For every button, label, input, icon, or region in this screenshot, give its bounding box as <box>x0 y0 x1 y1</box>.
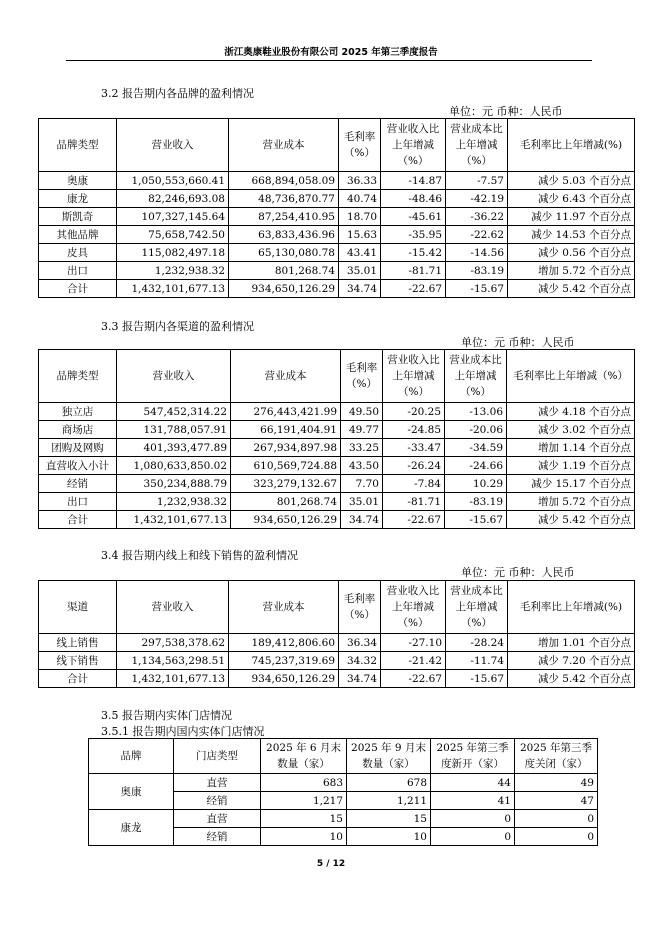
table-cell: 934,650,126.29 <box>231 511 341 529</box>
column-header: 营业收入 <box>117 581 229 634</box>
table-cell: -22.62 <box>446 226 508 244</box>
table-cell: 减少 0.56 个百分点 <box>508 244 635 262</box>
table-cell: -15.67 <box>445 511 507 529</box>
table-cell: 增加 1.14 个百分点 <box>507 439 635 457</box>
table-cell: 36.33 <box>339 172 381 190</box>
table-cell: -14.56 <box>446 244 508 262</box>
table-cell: 44 <box>431 774 515 792</box>
table-cell: 1,080,633,850.02 <box>117 457 231 475</box>
table-cell: 745,237,319.69 <box>229 652 339 670</box>
table-cell: 48,736,870.77 <box>229 190 339 208</box>
table-row <box>39 670 635 688</box>
table-cell: 34.74 <box>339 280 381 298</box>
column-header: 品牌 <box>89 739 174 774</box>
row-label: 独立店 <box>39 403 117 421</box>
table-cell: -15.67 <box>446 280 508 298</box>
column-header: 毛利率（%） <box>339 581 381 634</box>
brand-profit-table <box>38 118 635 298</box>
table-cell: 115,082,497.18 <box>117 244 229 262</box>
table-cell: 增加 1.01 个百分点 <box>508 634 635 652</box>
table-row <box>39 652 635 670</box>
table-row <box>39 208 635 226</box>
table-cell: 63,833,436.96 <box>229 226 339 244</box>
table-row <box>39 475 635 493</box>
column-header: 2025 年 9 月末数量（家） <box>347 739 431 774</box>
table-cell: 49 <box>515 774 598 792</box>
column-header: 营业成本 <box>231 350 341 403</box>
column-header: 营业收入比上年增减（%） <box>383 350 445 403</box>
row-label: 出口 <box>39 493 117 511</box>
table-cell: 1,217 <box>261 792 347 810</box>
table-cell: 801,268.74 <box>231 493 341 511</box>
table-cell: 40.74 <box>339 190 381 208</box>
table-cell: -15.67 <box>446 670 508 688</box>
column-header: 毛利率（%） <box>339 119 381 172</box>
table-cell: -27.10 <box>381 634 446 652</box>
column-header: 营业成本 <box>229 119 339 172</box>
table-cell: 66,191,404.91 <box>231 421 341 439</box>
column-header: 营业成本比上年增减（%） <box>445 350 507 403</box>
table-cell: 189,412,806.60 <box>229 634 339 652</box>
table-cell: 18.70 <box>339 208 381 226</box>
table-cell: 267,934,897.98 <box>231 439 341 457</box>
store-type-cell: 经销 <box>174 828 261 846</box>
table-cell: 10 <box>261 828 347 846</box>
table-cell: 41 <box>431 792 515 810</box>
table-cell: 1,432,101,677.13 <box>117 670 229 688</box>
table-cell: 43.41 <box>339 244 381 262</box>
row-label: 其他品牌 <box>39 226 117 244</box>
table-cell: -24.66 <box>445 457 507 475</box>
table-cell: 0 <box>515 828 598 846</box>
section-3-4-title: 3.4 报告期内线上和线下销售的盈利情况 <box>101 549 298 562</box>
header-divider <box>66 60 592 61</box>
column-header: 2025 年 6 月末数量（家） <box>261 739 347 774</box>
table-cell: -81.71 <box>383 493 445 511</box>
unit-label-3-2: 单位：元 币种：人民币 <box>449 105 563 118</box>
table-cell: 7.70 <box>341 475 383 493</box>
online-offline-profit-table <box>38 580 635 688</box>
column-header: 营业收入 <box>117 350 231 403</box>
row-label: 合计 <box>39 280 117 298</box>
channel-profit-table <box>38 349 635 529</box>
table-cell: -36.22 <box>446 208 508 226</box>
table-cell: 107,327,145.64 <box>117 208 229 226</box>
table-cell: 47 <box>515 792 598 810</box>
table-cell: 49.50 <box>341 403 383 421</box>
row-label: 合计 <box>39 670 117 688</box>
table-cell: 减少 15.17 个百分点 <box>507 475 635 493</box>
table-cell: 610,569,724.88 <box>231 457 341 475</box>
table-cell: 35.01 <box>341 493 383 511</box>
row-label: 康龙 <box>39 190 117 208</box>
column-header: 毛利率比上年增减(%) <box>508 119 635 172</box>
header-row <box>39 350 635 403</box>
table-cell: -11.74 <box>446 652 508 670</box>
table-cell: 678 <box>347 774 431 792</box>
table-row <box>89 774 598 792</box>
table-cell: -48.46 <box>381 190 446 208</box>
column-header: 营业成本 <box>229 581 339 634</box>
column-header: 渠道 <box>39 581 117 634</box>
table-cell: -14.87 <box>381 172 446 190</box>
unit-label-3-3: 单位：元 币种：人民币 <box>461 336 575 349</box>
column-header: 2025 年第三季度关闭（家） <box>515 739 598 774</box>
table-row <box>89 810 598 828</box>
table-cell: 350,234,888.79 <box>117 475 231 493</box>
table-cell: 131,788,057.91 <box>117 421 231 439</box>
table-cell: 增加 5.72 个百分点 <box>508 262 635 280</box>
table-cell: -34.59 <box>445 439 507 457</box>
table-row <box>39 403 635 421</box>
header-row <box>39 581 635 634</box>
table-cell: 1,232,938.32 <box>117 262 229 280</box>
table-row <box>39 493 635 511</box>
column-header: 营业成本比上年增减（%） <box>446 119 508 172</box>
table-cell: 683 <box>261 774 347 792</box>
table-cell: -83.19 <box>446 262 508 280</box>
section-3-5-title: 3.5 报告期内实体门店情况 <box>101 709 232 722</box>
table-row <box>39 634 635 652</box>
table-cell: 增加 5.72 个百分点 <box>507 493 635 511</box>
table-cell: 1,050,553,660.41 <box>117 172 229 190</box>
table-cell: 1,432,101,677.13 <box>117 280 229 298</box>
table-cell: 36.34 <box>339 634 381 652</box>
table-cell: 15 <box>347 810 431 828</box>
table-cell: 减少 14.53 个百分点 <box>508 226 635 244</box>
table-cell: 87,254,410.95 <box>229 208 339 226</box>
row-label: 经销 <box>39 475 117 493</box>
column-header: 毛利率比上年增减（%） <box>507 350 635 403</box>
table-cell: -22.67 <box>383 511 445 529</box>
table-cell: 减少 11.97 个百分点 <box>508 208 635 226</box>
table-cell: -20.06 <box>445 421 507 439</box>
table-cell: 减少 6.43 个百分点 <box>508 190 635 208</box>
table-cell: 934,650,126.29 <box>229 280 339 298</box>
table-cell: 减少 3.02 个百分点 <box>507 421 635 439</box>
table-cell: -26.24 <box>383 457 445 475</box>
row-label: 合计 <box>39 511 117 529</box>
table-cell: 0 <box>431 828 515 846</box>
table-cell: -20.25 <box>383 403 445 421</box>
table-cell: 0 <box>515 810 598 828</box>
table-cell: -28.24 <box>446 634 508 652</box>
table-cell: -83.19 <box>445 493 507 511</box>
table-cell: -7.84 <box>383 475 445 493</box>
column-header: 毛利率（%） <box>341 350 383 403</box>
table-cell: -35.95 <box>381 226 446 244</box>
table-cell: 34.32 <box>339 652 381 670</box>
table-cell: -21.42 <box>381 652 446 670</box>
table-cell: 801,268.74 <box>229 262 339 280</box>
table-cell: 减少 5.03 个百分点 <box>508 172 635 190</box>
store-type-cell: 经销 <box>174 792 261 810</box>
table-cell: 1,211 <box>347 792 431 810</box>
table-cell: 1,134,563,298.51 <box>117 652 229 670</box>
row-label: 奥康 <box>39 172 117 190</box>
table-cell: 1,232,938.32 <box>117 493 231 511</box>
table-row <box>39 511 635 529</box>
brand-cell: 奥康 <box>89 774 174 810</box>
table-cell: 75,658,742.50 <box>117 226 229 244</box>
brand-cell: 康龙 <box>89 810 174 846</box>
row-label: 线上销售 <box>39 634 117 652</box>
table-cell: 减少 7.20 个百分点 <box>508 652 635 670</box>
section-3-5-1-title: 3.5.1 报告期内国内实体门店情况 <box>101 725 265 738</box>
column-header: 营业收入 <box>117 119 229 172</box>
unit-label-3-4: 单位：元 币种：人民币 <box>461 566 575 579</box>
table-row <box>39 457 635 475</box>
table-cell: -24.85 <box>383 421 445 439</box>
table-cell: 934,650,126.29 <box>229 670 339 688</box>
page-header: 浙江奥康鞋业股份有限公司 2025 年第三季度报告 <box>224 47 438 58</box>
row-label: 斯凯奇 <box>39 208 117 226</box>
column-header: 营业成本比上年增减（%） <box>446 581 508 634</box>
column-header: 门店类型 <box>174 739 261 774</box>
row-label: 团购及网购 <box>39 439 117 457</box>
table-cell: 15 <box>261 810 347 828</box>
table-row <box>39 280 635 298</box>
table-cell: 65,130,080.78 <box>229 244 339 262</box>
row-label: 直营收入小计 <box>39 457 117 475</box>
table-row <box>39 226 635 244</box>
header-row <box>89 739 598 774</box>
table-cell: 49.77 <box>341 421 383 439</box>
row-label: 出口 <box>39 262 117 280</box>
table-row <box>39 190 635 208</box>
table-row <box>39 244 635 262</box>
table-row <box>39 439 635 457</box>
table-cell: 34.74 <box>339 670 381 688</box>
column-header: 品牌类型 <box>39 119 117 172</box>
table-cell: 323,279,132.67 <box>231 475 341 493</box>
table-cell: -33.47 <box>383 439 445 457</box>
row-label: 皮具 <box>39 244 117 262</box>
row-label: 商场店 <box>39 421 117 439</box>
section-3-2-title: 3.2 报告期内各品牌的盈利情况 <box>101 87 254 100</box>
table-cell: 33.25 <box>341 439 383 457</box>
table-cell: 43.50 <box>341 457 383 475</box>
table-cell: 668,894,058.09 <box>229 172 339 190</box>
table-cell: 15.63 <box>339 226 381 244</box>
page-number: 5 / 12 <box>316 859 346 869</box>
table-cell: 34.74 <box>341 511 383 529</box>
table-cell: 减少 4.18 个百分点 <box>507 403 635 421</box>
table-cell: 0 <box>431 810 515 828</box>
table-row <box>39 262 635 280</box>
table-cell: 35.01 <box>339 262 381 280</box>
table-cell: -22.67 <box>381 280 446 298</box>
column-header: 品牌类型 <box>39 350 117 403</box>
table-cell: 276,443,421.99 <box>231 403 341 421</box>
table-cell: 减少 1.19 个百分点 <box>507 457 635 475</box>
table-cell: 297,538,378.62 <box>117 634 229 652</box>
column-header: 2025 年第三季度新开（家） <box>431 739 515 774</box>
table-cell: 10.29 <box>445 475 507 493</box>
table-cell: -42.19 <box>446 190 508 208</box>
table-cell: -15.42 <box>381 244 446 262</box>
table-cell: 减少 5.42 个百分点 <box>508 670 635 688</box>
store-type-cell: 直营 <box>174 774 261 792</box>
table-cell: 减少 5.42 个百分点 <box>508 280 635 298</box>
row-label: 线下销售 <box>39 652 117 670</box>
table-cell: 547,452,314.22 <box>117 403 231 421</box>
table-cell: -7.57 <box>446 172 508 190</box>
column-header: 营业收入比上年增减（%） <box>381 119 446 172</box>
table-cell: 10 <box>347 828 431 846</box>
table-cell: -13.06 <box>445 403 507 421</box>
store-type-cell: 直营 <box>174 810 261 828</box>
table-cell: 减少 5.42 个百分点 <box>507 511 635 529</box>
table-cell: -81.71 <box>381 262 446 280</box>
table-cell: 401,393,477.89 <box>117 439 231 457</box>
section-3-3-title: 3.3 报告期内各渠道的盈利情况 <box>101 320 254 333</box>
table-cell: -22.67 <box>381 670 446 688</box>
table-cell: 1,432,101,677.13 <box>117 511 231 529</box>
store-count-table <box>88 738 598 846</box>
column-header: 营业收入比上年增减（%） <box>381 581 446 634</box>
column-header: 毛利率比上年增减(%) <box>508 581 635 634</box>
table-row <box>39 172 635 190</box>
table-row <box>39 421 635 439</box>
table-cell: -45.61 <box>381 208 446 226</box>
header-row <box>39 119 635 172</box>
table-cell: 82,246,693.08 <box>117 190 229 208</box>
